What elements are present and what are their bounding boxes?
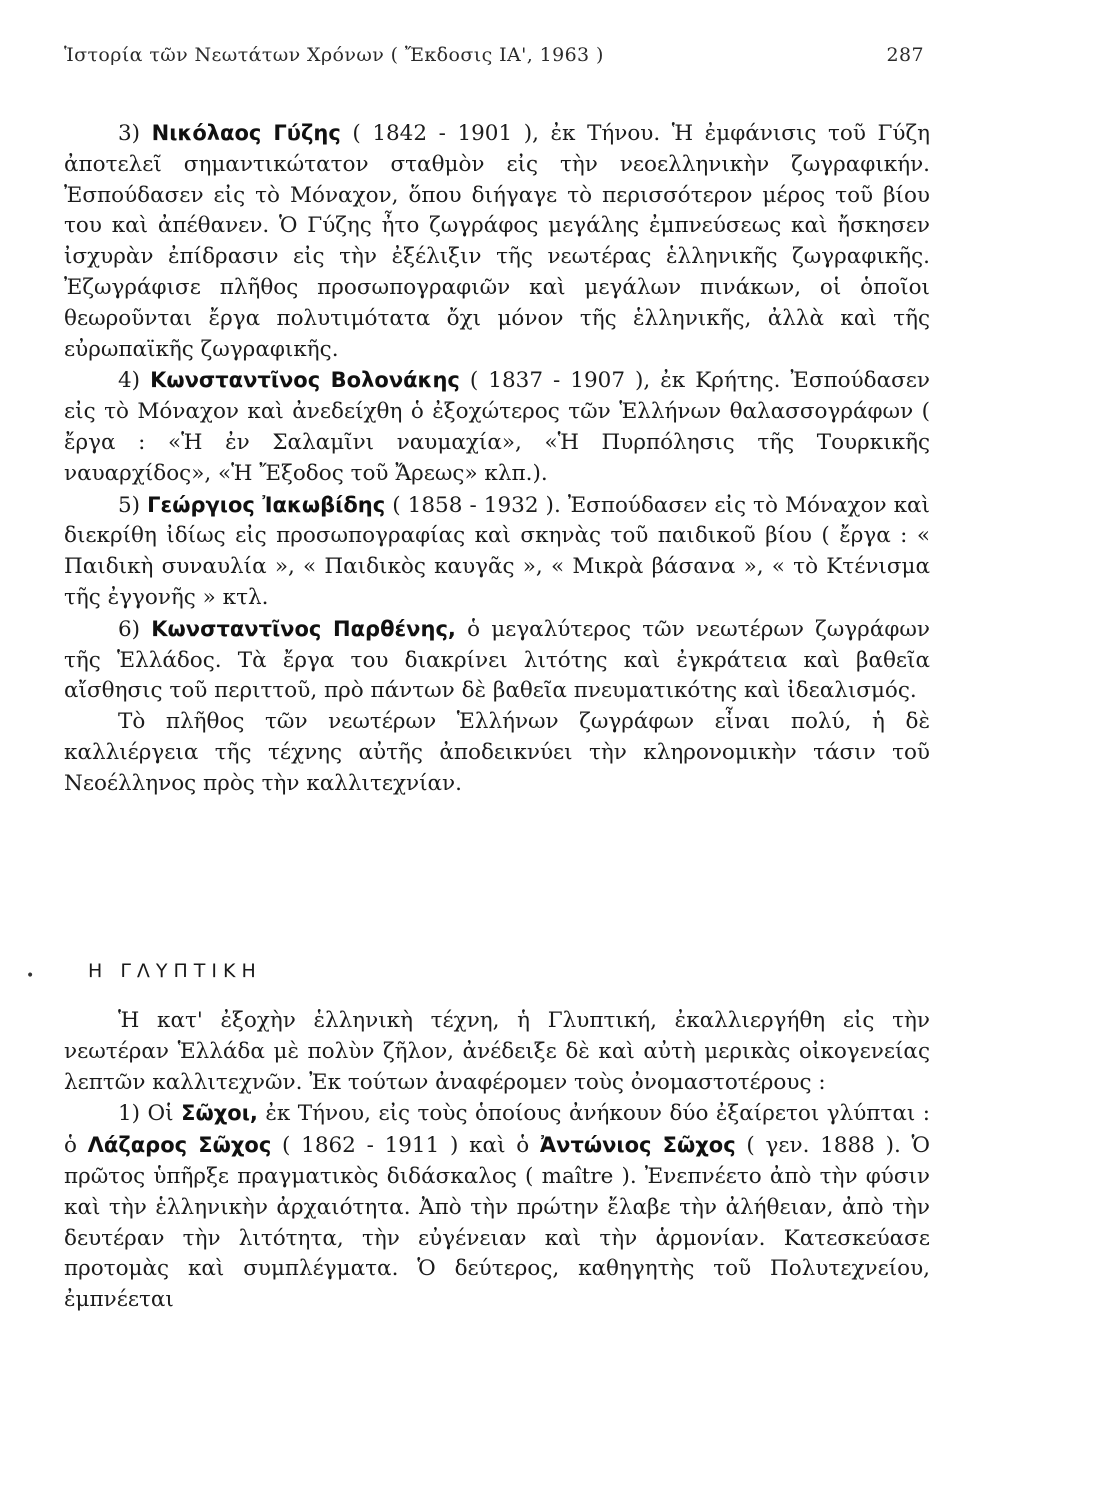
paragraph-text: ( 1862 - 1911 ) καὶ ὁ bbox=[271, 1133, 540, 1159]
painter-name: Κωνσταντῖνος Παρθένης, bbox=[151, 616, 456, 641]
painters-section bbox=[64, 118, 930, 800]
paragraph-parthenis bbox=[64, 614, 930, 707]
paragraph-text: ὁ μεγαλύτερος τῶν νεωτέρων ζωγράφων τῆς Ἑλλάδος. Τὰ ἔργα του διακρίνει λιτότης καὶ ἐγκράτεια καὶ βαθεῖα αἴσθησις τοῦ περιττοῦ, πρὸ πάντων δὲ βαθεῖα πνευματικότης καὶ ἰδεαλισμός. bbox=[64, 616, 930, 704]
sculptor-name: Λάζαρος Σῶχος bbox=[87, 1133, 272, 1158]
item-number: 6) bbox=[118, 616, 141, 642]
running-header bbox=[64, 44, 924, 74]
painter-name: Νικόλαος Γύζης bbox=[151, 121, 341, 145]
paragraph-text: ( 1837 - 1907 ), ἐκ Κρήτης. Ἐσπούδασεν εἰς τὸ Μόναχον καὶ ἀνεδείχθη ὁ ἐξοχώτερος τῶν Ἑλλήνων θαλασσογράφων ( ἔργα : «Ἡ ἐν Σαλαμῖνι ναυμαχία», «Ἡ Πυρπόλησις τῆς Τουρκικῆς ναυαρχίδος», «Ἡ Ἔξοδος τοῦ Ἄρεως» κλπ.). bbox=[64, 368, 930, 486]
painter-name: Γεώργιος Ἰακωβίδης bbox=[147, 492, 386, 517]
paragraph-sculpture-intro: Ἡ κατ' ἐξοχὴν ἑλληνικὴ τέχνη, ἡ Γλυπτική, ἐκαλλιεργήθη εἰς τὴν νεωτέραν Ἑλλάδα μὲ πολὺν ζῆλον, ἀνέδειξε δὲ καὶ αὐτὴ μερικὰς οἰκογενείας λεπτῶν καλλιτεχνῶν. Ἐκ τούτων ἀναφέρομεν τοὺς ὀνομαστοτέρους : bbox=[64, 1008, 930, 1095]
sculptor-name: Ἀντώνιος Σῶχος bbox=[539, 1133, 736, 1158]
paragraph-closing: Τὸ πλῆθος τῶν νεωτέρων Ἑλλήνων ζωγράφων εἶναι πολύ, ἡ δὲ καλλιέργεια τῆς τέχνης αὐτῆς ἀποδεικνύει τὴν κληρονομικὴν τάσιν τοῦ Νεοέλληνος πρὸς τὴν καλλιτεχνίαν. bbox=[64, 709, 930, 796]
sculpture-section bbox=[64, 1006, 930, 1316]
paragraph-sochos bbox=[64, 1098, 930, 1316]
margin-mark: • bbox=[26, 968, 35, 984]
painter-name: Κωνσταντῖνος Βολονάκης bbox=[150, 368, 460, 393]
paragraph-volonakis bbox=[64, 365, 930, 489]
paragraph-text: ( γεν. 1888 ). Ὁ πρῶτος ὑπῆρξε πραγματικὸς διδάσκαλος ( maître ). Ἐνεπνέετο ἀπὸ τὴν φύσιν καὶ τὴν ἑλληνικὴν ἀρχαιότητα. Ἀπὸ τὴν πρώτην ἔλαβε τὴν ἀλήθειαν, ἀπὸ τὴν δευτέραν τὴν λιτότητα, τὴν εὐγένειαν καὶ τὴν ἁρμονίαν. Κατεσκεύασε προτομὰς καὶ συμπλέγματα. Ὁ δεύτερος, καθηγητὴς τοῦ Πολυτεχνείου, ἐμπνέεται bbox=[64, 1133, 930, 1313]
item-number: 5) bbox=[118, 492, 141, 518]
item-number: 1) Οἱ bbox=[118, 1101, 174, 1127]
page-number: 287 bbox=[886, 44, 924, 66]
running-title: Ἱστορία τῶν Νεωτάτων Χρόνων ( Ἔκδοσις ΙΑ', 1963 ) bbox=[64, 44, 604, 66]
paragraph-text: ( 1842 - 1901 ), ἐκ Τήνου. Ἡ ἐμφάνισις τοῦ Γύζη ἀποτελεῖ σημαντικώτατον σταθμὸν εἰς τὴν νεοελληνικὴν ζωγραφικήν. Ἐσπούδασεν εἰς τὸ Μόναχον, ὅπου διήγαγε τὸ περισσότερον μέρος τοῦ βίου του καὶ ἀπέθανεν. Ὁ Γύζης ἦτο ζωγράφος μεγάλης ἐμπνεύσεως καὶ ἤσκησεν ἰσχυρὰν ἐπίδρασιν εἰς τὴν ἐξέλιξιν τῆς νεωτέρας ἑλληνικῆς ζωγραφικῆς. Ἐζωγράφισε πλῆθος προσωπογραφιῶν καὶ μεγάλων πινάκων, οἱ ὁποῖοι θεωροῦνται ἔργα πολυτιμότατα ὄχι μόνον τῆς ἑλληνικῆς, ἀλλὰ καὶ τῆς εὐρωπαϊκῆς ζωγραφικῆς. bbox=[64, 121, 930, 362]
paragraph-text: ( 1858 - 1932 ). Ἐσπούδασεν εἰς τὸ Μόναχον καὶ διεκρίθη ἰδίως εἰς προσωπογραφίας καὶ σκηνὰς τοῦ παιδικοῦ βίου ( ἔργα : « Παιδικὴ συναυλία », « Παιδικὸς καυγᾶς », « Μικρὰ βάσανα », « τὸ Κτένισμα τῆς ἐγγονῆς » κτλ. bbox=[64, 492, 930, 610]
paragraph-gyzis bbox=[64, 118, 930, 365]
family-name: Σῶχοι, bbox=[181, 1101, 258, 1126]
item-number: 3) bbox=[118, 121, 141, 146]
section-heading: Η ΓΛΥΠΤΙΚΗ bbox=[88, 960, 262, 982]
item-number: 4) bbox=[118, 368, 141, 394]
paragraph-iakovidis bbox=[64, 490, 930, 614]
paragraph-text: ἐκ Τήνου, εἰς τοὺς ὁποίους ἀνήκουν δύο ἐξαίρετοι γλύπται : ὁ bbox=[64, 1101, 931, 1159]
